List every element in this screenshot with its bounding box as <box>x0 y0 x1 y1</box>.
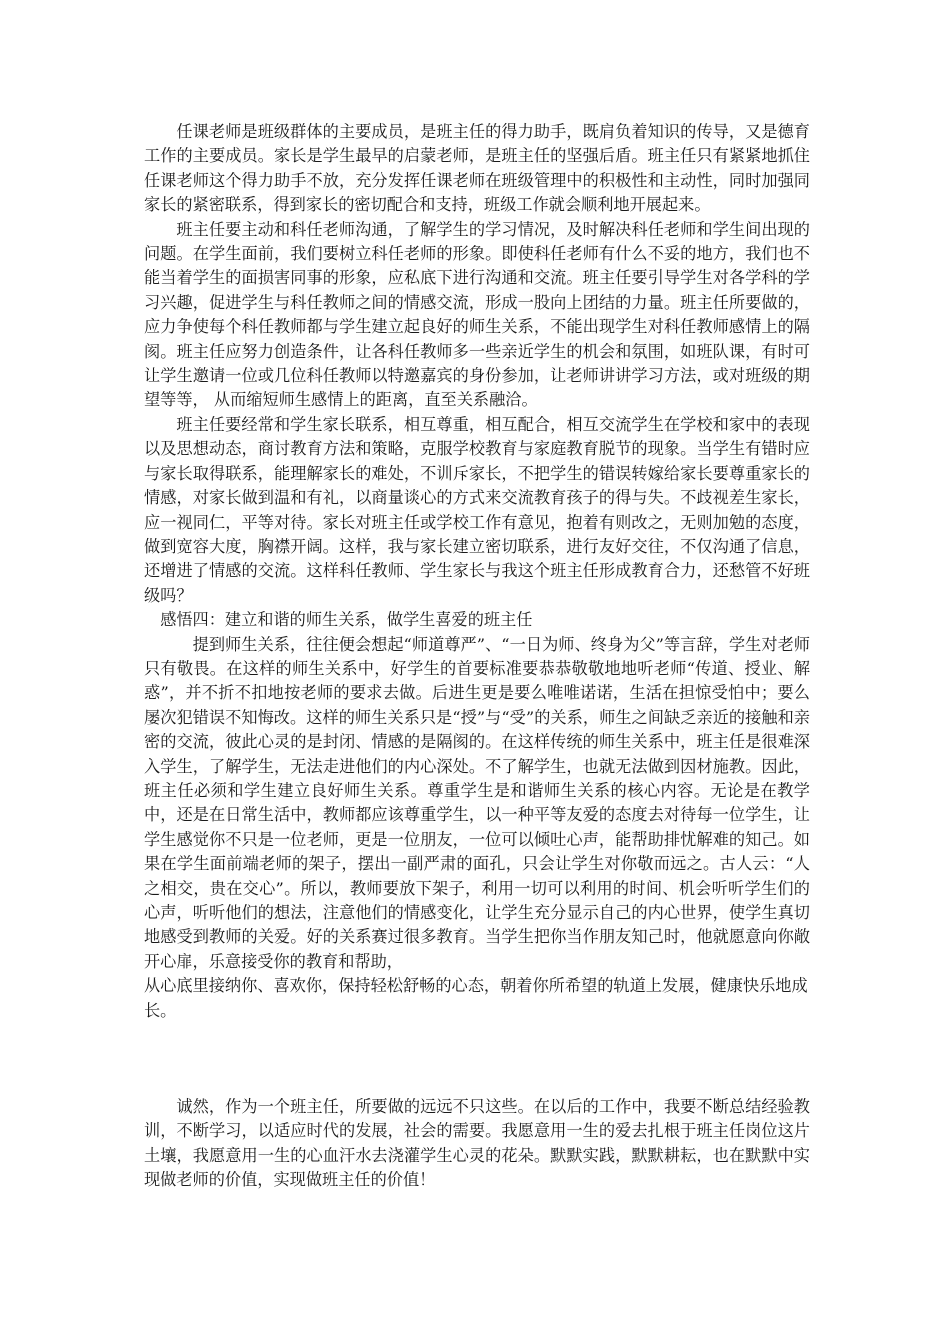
paragraph-teacher-student-relations: 提到师生关系，往往便会想起“师道尊严”、“一日为师、终身为父”等言辞，学生对老师只有敬畏。在这样的师生关系中，好学生的首要标准要恭恭敬敬地地听老师“传道、授业、解惑”，并不折不扣地按老师的要求去做。后进生更是要么唯唯诺诺，生活在担惊受怕中；要么屡次犯错误不知悔改。这样的师生关系只是“授”与“受”的关系，师生之间缺乏亲近的接触和亲密的交流，彼此心灵的是封闭、情感的是隔阂的。在这样传统的师生关系中，班主任是很难深入学生，了解学生，无法走进他们的内心深处。不了解学生，也就无法做到因材施教。因此，班主任必须和学生建立良好师生关系。尊重学生是和谐师生关系的核心内容。无论是在教学中，还是在日常生活中，教师都应该尊重学生，以一种平等友爱的态度去对待每一位学生，让学生感觉你不只是一位老师，更是一位朋友，一位可以倾吐心声，能帮助排忧解难的知己。如果在学生面前端老师的架子，摆出一副严肃的面孔，只会让学生对你敬而远之。古人云：“人之相交，贵在交心”。所以，教师要放下架子，利用一切可以利用的时间、机会听听学生们的心声，听听他们的想法，注意他们的情感变化，让学生充分显示自己的内心世界，使学生真切地感受到教师的关爱。好的关系赛过很多教育。当学生把你当作朋友知己时，他就愿意向你敞开心扉，乐意接受你的教育和帮助， <box>144 634 810 971</box>
closing-text-block <box>144 1095 810 1193</box>
paragraph-closing: 诚然，作为一个班主任，所要做的远远不只这些。在以后的工作中，我要不断总结经验教训，不断学习，以适应时代的发展，社会的需要。我愿意用一生的爱去扎根于班主任岗位这片土壤，我愿意用一生的心血汗水去浇灌学生心灵的花朵。默默实践，默默耕耘，也在默默中实现做老师的价值，实现做班主任的价值！ <box>144 1097 810 1190</box>
section-heading: 感悟四：建立和谐的师生关系，做学生喜爱的班主任 <box>160 610 533 630</box>
main-text-block <box>144 120 810 1023</box>
paragraph-subject-teachers: 班主任要主动和科任老师沟通，了解学生的学习情况，及时解决科任老师和学生间出现的问题。在学生面前，我们要树立科任老师的形象。即使科任老师有什么不妥的地方，我们也不能当着学生的面损害同事的形象，应私底下进行沟通和交流。班主任要引导学生对各学科的学习兴趣，促进学生与科任教师之间的情感交流，形成一股向上团结的力量。班主任所要做的，应力争使每个科任教师都与学生建立起良好的师生关系，不能出现学生对科任教师感情上的隔阂。班主任应努力创造条件，让各科任教师多一些亲近学生的机会和氛围，如班队课，有时可让学生邀请一位或几位科任教师以特邀嘉宾的身份参加，让老师讲讲学习方法，或对班级的期望等等， 从而缩短师生感情上的距离，直至关系融洽。 <box>144 219 810 410</box>
paragraph-parent-contact: 班主任要经常和学生家长联系，相互尊重，相互配合，相互交流学生在学校和家中的表现以及思想动态，商讨教育方法和策略，克服学校教育与家庭教育脱节的现象。当学生有错时应与家长取得联系，能理解家长的难处，不训斥家长，不把学生的错误转嫁给家长要尊重家长的情感，对家长做到温和有礼，以商量谈心的方式来交流教育孩子的得与失。不歧视差生家长，应一视同仁，平等对待。家长对班主任或学校工作有意见，抱着有则改之，无则加勉的态度，做到宽容大度，胸襟开阔。这样，我与家长建立密切联系，进行友好交往，不仅沟通了信息，还增进了情感的交流。这样科任教师、学生家长与我这个班主任形成教育合力，还愁管不好班级吗？ <box>144 414 810 605</box>
paragraph-teachers-parents: 任课老师是班级群体的主要成员，是班主任的得力助手，既肩负着知识的传导，又是德育工作的主要成员。家长是学生最早的启蒙老师，是班主任的坚强后盾。班主任只有紧紧地抓住任课老师这个得力助手不放，充分发挥任课老师在班级管理中的积极性和主动性，同时加强同家长的紧密联系，得到家长的密切配合和支持，班级工作就会顺利地开展起来。 <box>144 122 810 215</box>
paragraph-continuation: 从心底里接纳你、喜欢你，保持轻松舒畅的心态，朝着你所希望的轨道上发展，健康快乐地成长。 <box>144 976 808 1020</box>
